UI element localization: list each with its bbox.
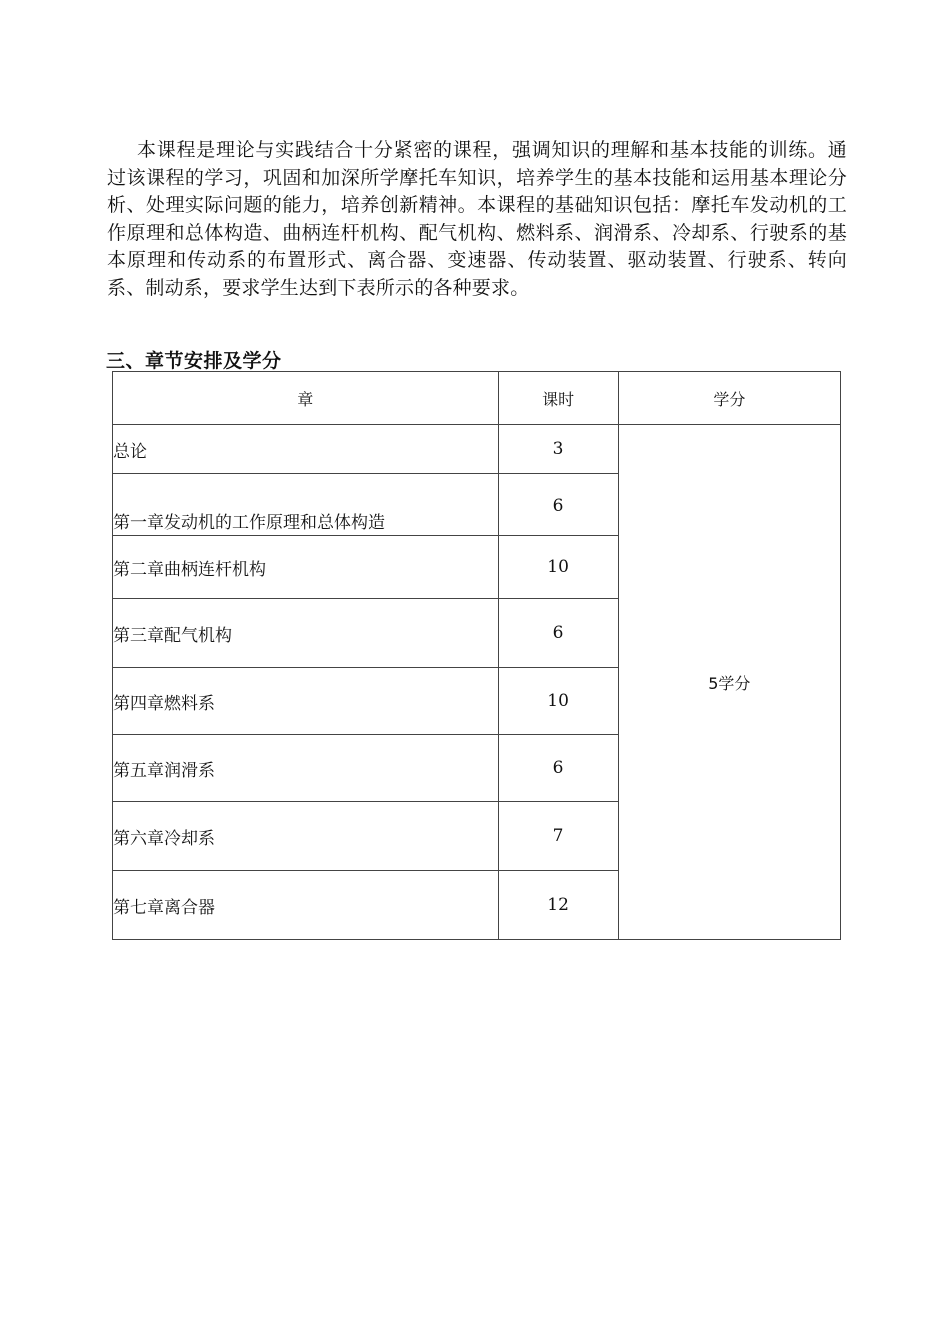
hours-cell: 3 — [498, 425, 618, 474]
hours-cell: 12 — [498, 871, 618, 940]
intro-paragraph: 本课程是理论与实践结合十分紧密的课程，强调知识的理解和基本技能的训练。通过该课程的学习，巩固和加深所学摩托车知识，培养学生的基本技能和运用基本理论分析、处理实际问题的能力，培养创新精神。本课程的基础知识包括：摩托车发动机的工作原理和总体构造、曲柄连杆机构、配气机构、燃料系、润滑系、冷却系、行驶系的基本原理和传动系的布置形式、离合器、变速器、传动装置、驱动装置、行驶系、转向系、制动系，要求学生达到下表所示的各种要求。 — [107, 139, 847, 299]
hours-cell: 10 — [498, 536, 618, 599]
hours-cell: 7 — [498, 802, 618, 871]
header-hours: 课时 — [498, 372, 618, 425]
chapter-cell: 第四章燃料系 — [113, 668, 499, 735]
chapter-schedule-table — [112, 371, 841, 940]
chapter-cell: 第六章冷却系 — [113, 802, 499, 871]
chapter-cell: 第一章发动机的工作原理和总体构造 — [113, 474, 499, 536]
table-header-row — [113, 372, 841, 425]
chapter-cell: 第二章曲柄连杆机构 — [113, 536, 499, 599]
hours-cell: 6 — [498, 599, 618, 668]
header-chapter: 章 — [113, 372, 499, 425]
header-credits: 学分 — [618, 372, 840, 425]
hours-cell: 6 — [498, 735, 618, 802]
hours-cell: 10 — [498, 668, 618, 735]
chapter-cell: 第五章润滑系 — [113, 735, 499, 802]
chapter-cell: 总论 — [113, 425, 499, 474]
chapter-cell: 第七章离合器 — [113, 871, 499, 940]
section-heading: 三、章节安排及学分 — [106, 350, 282, 372]
chapter-cell: 第三章配气机构 — [113, 599, 499, 668]
hours-cell: 6 — [498, 474, 618, 536]
credit-cell: 5学分 — [618, 425, 840, 940]
table-row — [113, 425, 841, 474]
